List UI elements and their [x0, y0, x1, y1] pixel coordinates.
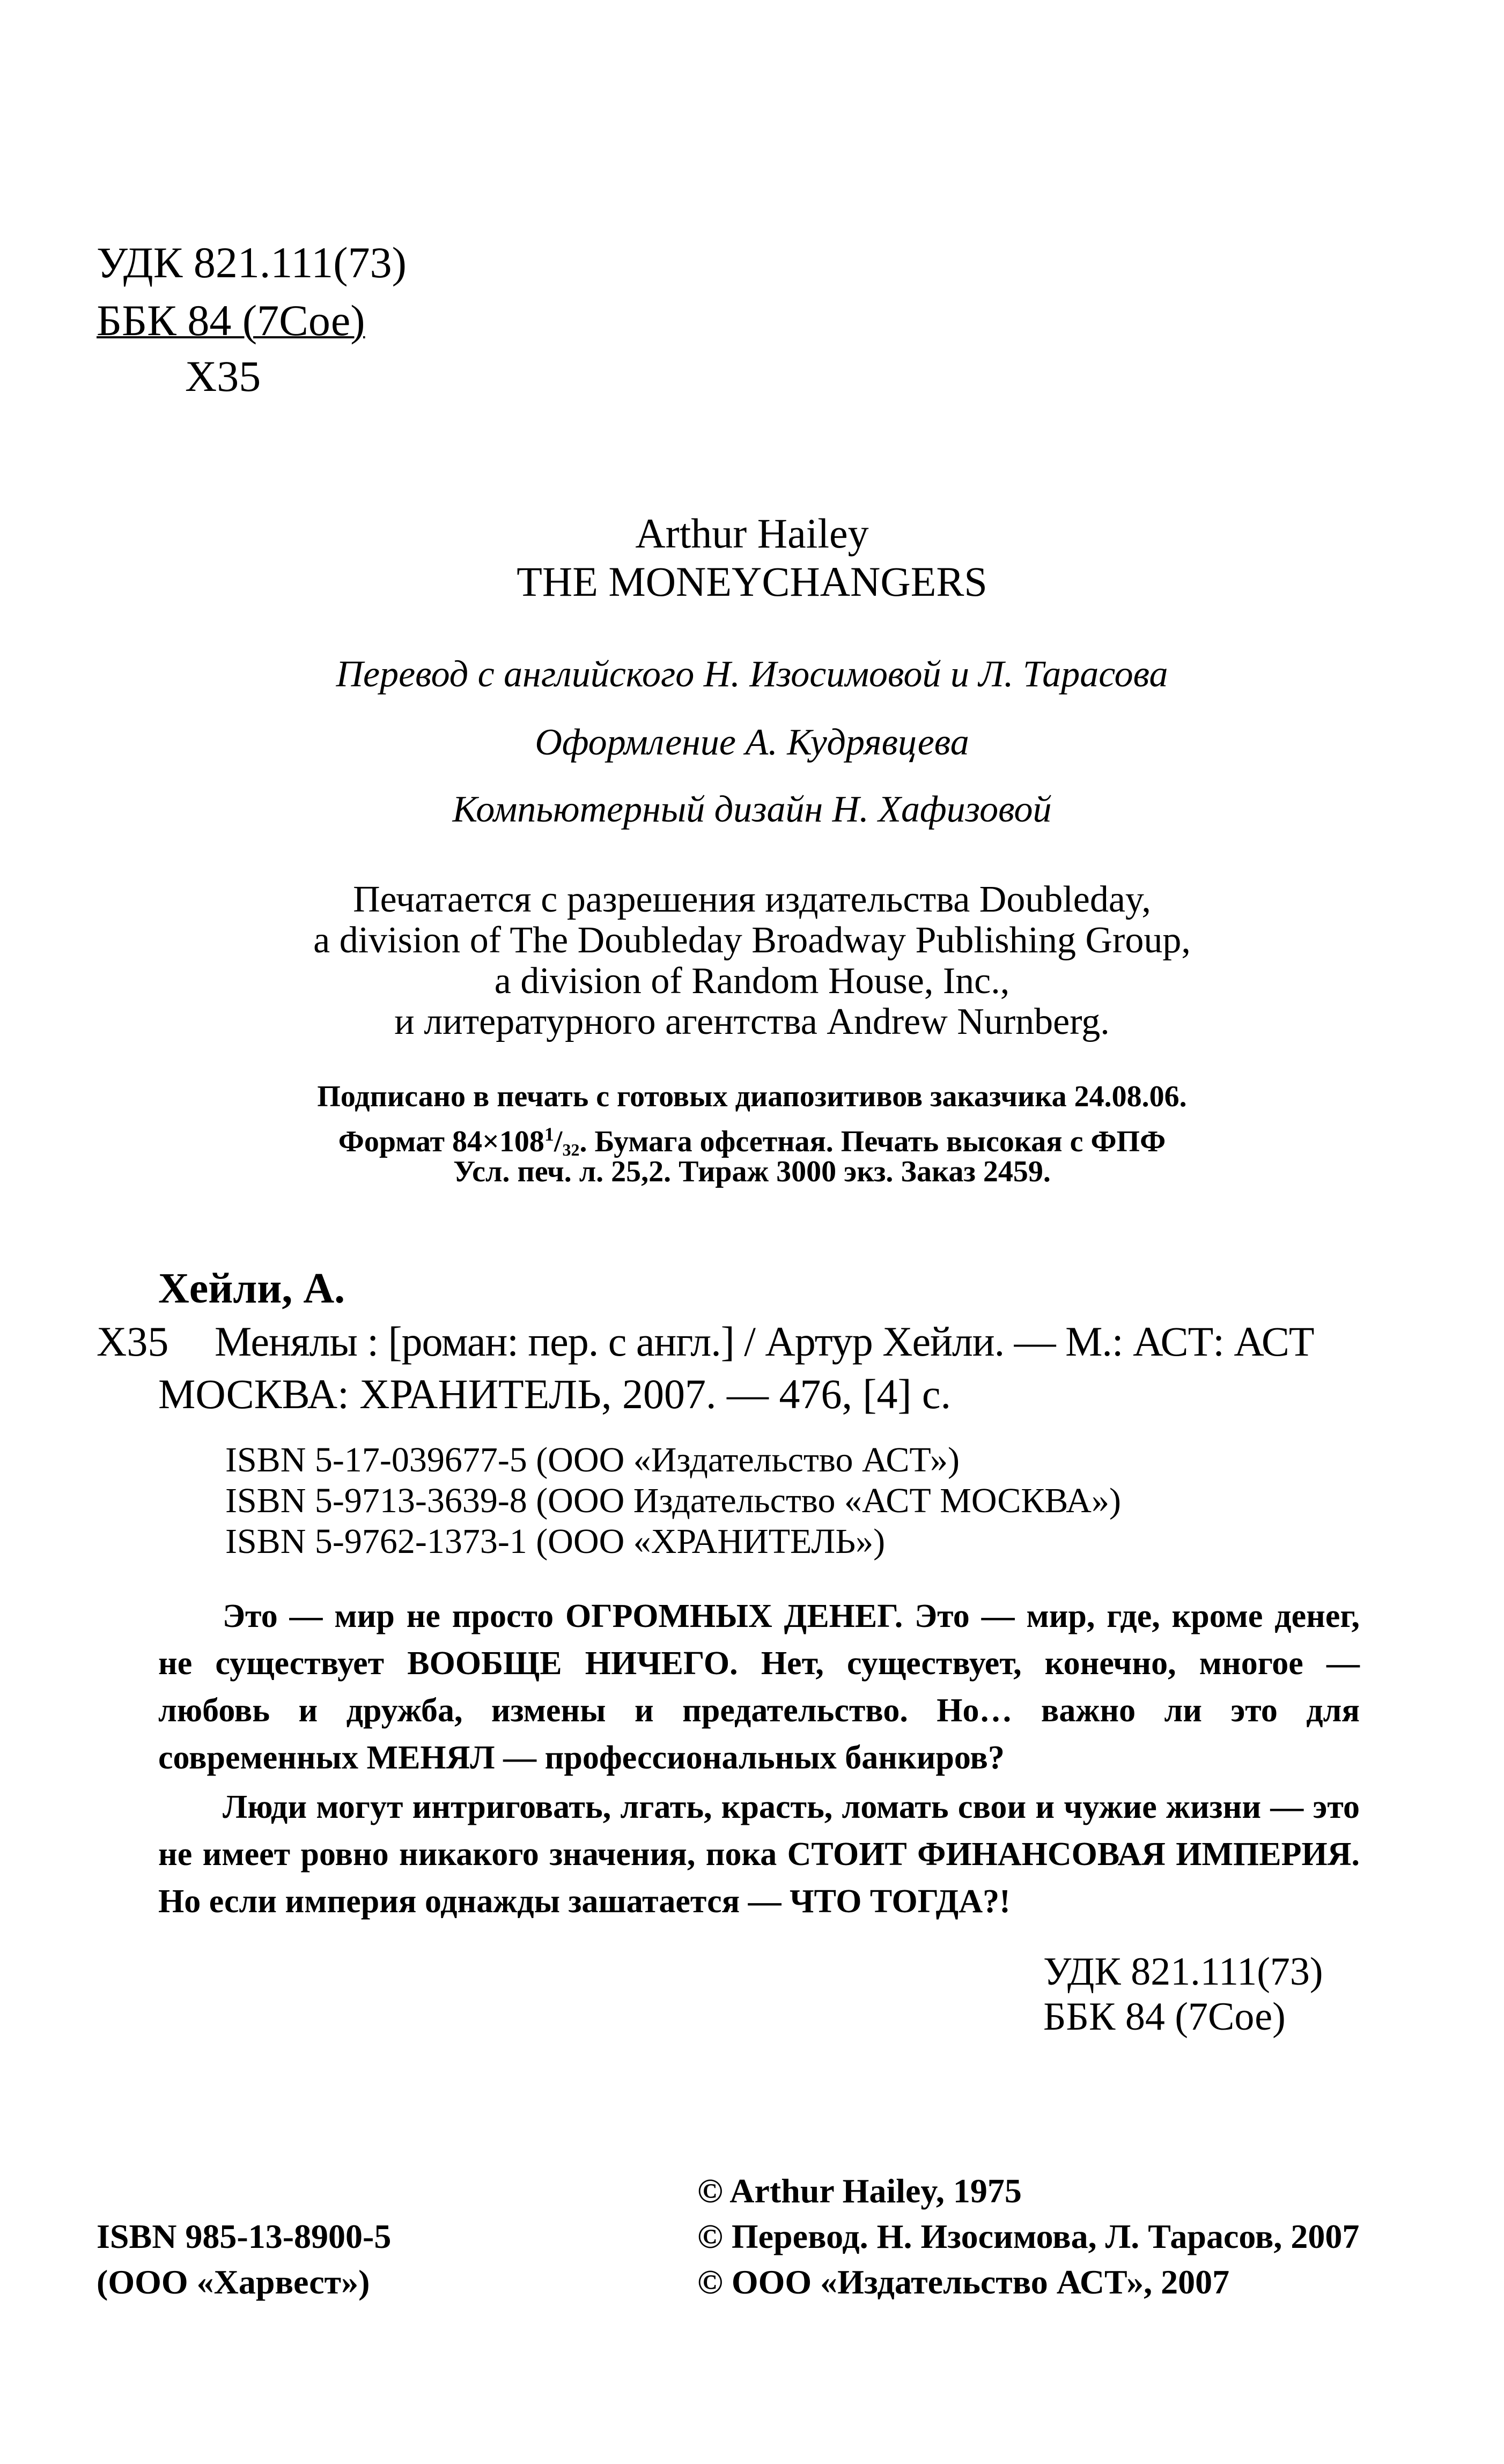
credit-design: Оформление А. Кудрявцева [535, 722, 969, 763]
udk-bottom: УДК 821.111(73) [1043, 1950, 1323, 1994]
isbn-bottom-publisher: (ООО «Харвест») [97, 2263, 370, 2301]
permission-line: a division of The Doubleday Broadway Publishing Group, [313, 920, 1191, 961]
original-title: THE MONEYCHANGERS [517, 558, 987, 605]
udk-top: УДК 821.111(73) [97, 238, 407, 287]
permission-line: Печатается с разрешения издательства Doubleday, [353, 879, 1151, 920]
print-info-run: Усл. печ. л. 25,2. Тираж 3000 экз. Заказ 2459. [453, 1155, 1051, 1188]
credit-computer-design: Компьютерный дизайн Н. Хафизовой [452, 789, 1052, 830]
copyright-line: © Перевод. Н. Изосимова, Л. Тарасов, 2007 [697, 2217, 1360, 2255]
isbn-line: ISBN 5-17-039677-5 (ООО «Издательство АСТ») [225, 1440, 960, 1479]
copyright-line: © Arthur Hailey, 1975 [697, 2172, 1022, 2210]
format-slash: / [554, 1125, 563, 1158]
credit-translation: Перевод с английского Н. Изосимовой и Л. Тарасова [336, 654, 1168, 695]
isbn-bottom: ISBN 985-13-8900-5 [97, 2217, 392, 2255]
bib-author: Хейли, А. [158, 1265, 345, 1312]
print-info-signed: Подписано в печать с готовых диапозитивов заказчика 24.08.06. [317, 1080, 1187, 1113]
isbn-line: ISBN 5-9762-1373-1 (ООО «ХРАНИТЕЛЬ») [225, 1522, 886, 1561]
bbk-bottom: ББК 84 (7Сое) [1043, 1995, 1286, 2039]
format-sup: 1 [544, 1123, 554, 1145]
original-author: Arthur Hailey [635, 510, 869, 557]
format-suffix: . Бумага офсетная. Печать высокая с ФПФ [579, 1125, 1166, 1158]
format-sub: 32 [562, 1140, 580, 1159]
copyright-line: © ООО «Издательство АСТ», 2007 [697, 2263, 1230, 2301]
isbn-line: ISBN 5-9713-3639-8 (ООО Издательство «АСТ МОСКВА») [225, 1481, 1121, 1520]
bib-publisher-line: МОСКВА: ХРАНИТЕЛЬ, 2007. — 476, [4] с. [158, 1371, 952, 1417]
bib-title-line: Менялы : [роман: пер. с англ.] / Артур Хейли. — М.: АСТ: АСТ [215, 1318, 1314, 1365]
annotation-paragraph: Люди могут интриговать, лгать, красть, ломать свои и чужие жизни — это не имеет ровно никакого значения, пока СТОИТ ФИНАНСОВАЯ ИМПЕРИЯ. Но если империя однажды зашатается — ЧТО ТОГДА?! [158, 1789, 1360, 1920]
annotation-paragraph: Это — мир не просто ОГРОМНЫХ ДЕНЕГ. Это — мир, где, кроме денег, не существует ВООБЩЕ НИЧЕГО. Нет, существует, конечно, многое — любовь и дружба, измены и предательство. Но… важно ли это для современных МЕНЯЛ — профессиональных банкиров? [158, 1598, 1360, 1776]
permission-line: и литературного агентства Andrew Nurnberg. [394, 1001, 1110, 1042]
author-mark-top: Х35 [185, 352, 261, 401]
permission-line: a division of Random House, Inc., [494, 960, 1010, 1002]
bib-author-mark: Х35 [97, 1318, 169, 1365]
format-prefix: Формат 84×108 [338, 1125, 544, 1158]
bbk-top: ББК 84 (7Сое) [97, 296, 365, 345]
